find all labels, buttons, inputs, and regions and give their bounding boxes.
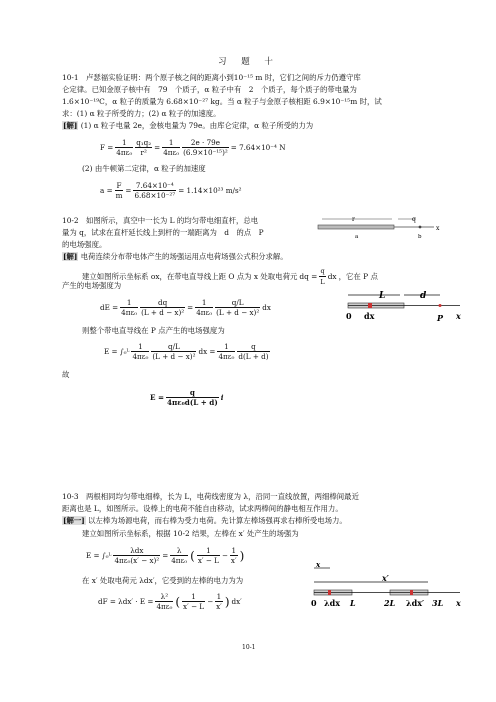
fig-label-L: L (379, 291, 386, 301)
fig-label-xprime: x′ (382, 573, 389, 583)
solution-tag: [解一] (63, 516, 85, 525)
fig-label-o: 0 (346, 311, 352, 321)
fig-label-x: x (316, 560, 321, 569)
p3-equation-dF: dF = λdx′ · E = $\frac{\text{λ²}}{\text{4πε₀}}$ ( 1 x′ − L − $\frac{1}{x'}$ ) dx′ (98, 592, 242, 611)
p3-solution-text: 以左棒为场源电荷，而右棒为受力电荷。先计算左棒场强再求右棒所受电场力。 (88, 516, 347, 525)
p2-question-figure (312, 213, 444, 243)
p2-solution-line-4: 则整个带电直导线在 P 点产生的电场强度为 (82, 326, 225, 335)
p2-equation-dE: dE = $\frac{1}{\text{4πε₀}}$ $\frac{dq}{\text{(L + d − x)²}}$ = $\frac{1}{\text{4πε₀}}$ q/L (L + d − x)² dx (100, 298, 271, 317)
p1-solution-text: (1) α 粒子电量 2e，金核电量为 79e。由库仑定律，α 粒子所受的力为 (80, 121, 314, 130)
p2-solution-line-3: 产生的电场强度为 (62, 281, 122, 290)
p2-equation-E-integral: E = ∫₀ᴸ 1 4πε₀ q/L (L + d − x)² dx = $\frac{1}{\text{4πε₀}}$ q d(L + d) (104, 342, 269, 361)
p1-equation-acceleration: a = $\frac{F}{m}$ = $\frac{\text{7.64×10⁻⁴}}{\text{6.68×10⁻²⁷}}$ = 1.14×10²³ m/s² (100, 181, 242, 200)
fig-label-2L: 2L (384, 598, 396, 608)
fig-label-q: q (412, 216, 416, 223)
p2-solution-line-1 (62, 252, 288, 262)
p2-solution-line-5: 故 (62, 370, 70, 379)
fig-label-3L: 3L (432, 598, 444, 608)
fig-label-L: L (350, 598, 356, 608)
p3-solution-line-1 (62, 516, 347, 526)
fig-label-ldx: λdx (324, 598, 340, 608)
fig-label-o: 0 (311, 598, 317, 608)
p2-question-line-1: 10-2 如图所示，真空中一长为 L 的均匀带电细直杆，总电 (62, 216, 259, 225)
fig-label-d: d (420, 291, 427, 301)
p1-solution-line-1 (62, 121, 313, 131)
fig-label-x-axis: x (456, 598, 461, 608)
p3-solution-line-3: 在 x′ 处取电荷元 λdx′，它受到的左棒的电力为为 (82, 576, 244, 585)
page-number: 10-1 (242, 644, 256, 651)
p2-rod-figure (342, 286, 466, 328)
p1-question-line-3: 1.6×10⁻¹⁹C，α 粒子的质量为 6.68×10⁻²⁷ kg。当 α 粒子与金原子核相距 6.9×10⁻¹⁵m 时，试 (62, 97, 382, 106)
fig-label-dx: dx (364, 311, 375, 321)
p1-question-line-2: 仑定律。已知金原子核中有 79 个质子，α 粒子中有 2 个质子，每个质子的带电量为 (62, 85, 357, 94)
p2-equation-E-result: E = $\frac{q}{\text{4πε₀d(L + d)}}$ i (150, 388, 224, 407)
p3-solution-line-2: 建立如图所示坐标系，根据 10-2 结果，左棒在 x′ 处产生的场强为 (82, 529, 299, 538)
fig-label-b: b (418, 234, 422, 240)
page-title: 习 题 十 (218, 57, 279, 67)
p2-question-line-2: 量为 q，试求在直杆延长线上到杆的一端距离为 d 的点 P (62, 228, 264, 237)
p1-equation-force: F = $\frac{1}{\text{4πε₀}}$ $\frac{\text{q₁q₂}}{\text{r²}}$ = $\frac{1}{\text{4πε₀}}$ $\frac{2e \cdot 79e}{\text{(6.9×10⁻¹⁵)²}}$ = 7.64×10⁻⁴ N (100, 138, 286, 157)
fig-label-a: a (355, 234, 359, 240)
solution-tag: [解] (63, 252, 78, 261)
p3-question-line-2: 距离也是 L，如图所示。设棒上的电荷不能自由移动，试求两棒间的静电相互作用力。 (62, 504, 343, 513)
fig-label-P: P (437, 313, 444, 323)
p1-question-line-1: 10-1 卢瑟福实验证明：两个原子核之间的距离小到10⁻¹⁵ m 时，它们之间的斥力仍遵守库 (62, 73, 361, 82)
p3-equation-E: E = ∫₀ᴸ λdx 4πε₀(x′ − x)² = $\frac{\lambda}{\text{4πε₀}}$ ( 1 x′ − L − $\frac{1}{x'}$ ) (86, 546, 245, 565)
p3-question-line-1: 10-3 两根相同均匀带电细棒，长为 L，电荷线密度为 λ，沿同一直线放置，两细棒间最近 (62, 492, 359, 501)
solution-tag: [解] (63, 121, 78, 130)
p3-rods-figure (308, 560, 468, 616)
p2-solution-line-2: 建立如图所示坐标系 ox，在带电直导线上距 O 点为 x 处取电荷元 dq = $\frac{q}{L}$ dx ，它在 P 点 (82, 267, 378, 286)
p2-question-line-3: 的电场强度。 (62, 240, 107, 249)
p1-question-line-4: 求：(1) α 粒子所受的力；(2) α 粒子的加速度。 (62, 109, 221, 118)
fig-label-x: x (436, 225, 440, 232)
fig-label-x: x (456, 311, 461, 321)
p1-solution-line-2: (2) 由牛顿第二定律，α 粒子的加速度 (82, 164, 206, 173)
fig-label-r: r (352, 216, 355, 223)
fig-label-ldxprime: λdx′ (406, 598, 425, 608)
p2-solution-text: 电荷连续分布带电体产生的场强运用点电荷场强公式积分求解。 (80, 252, 288, 261)
